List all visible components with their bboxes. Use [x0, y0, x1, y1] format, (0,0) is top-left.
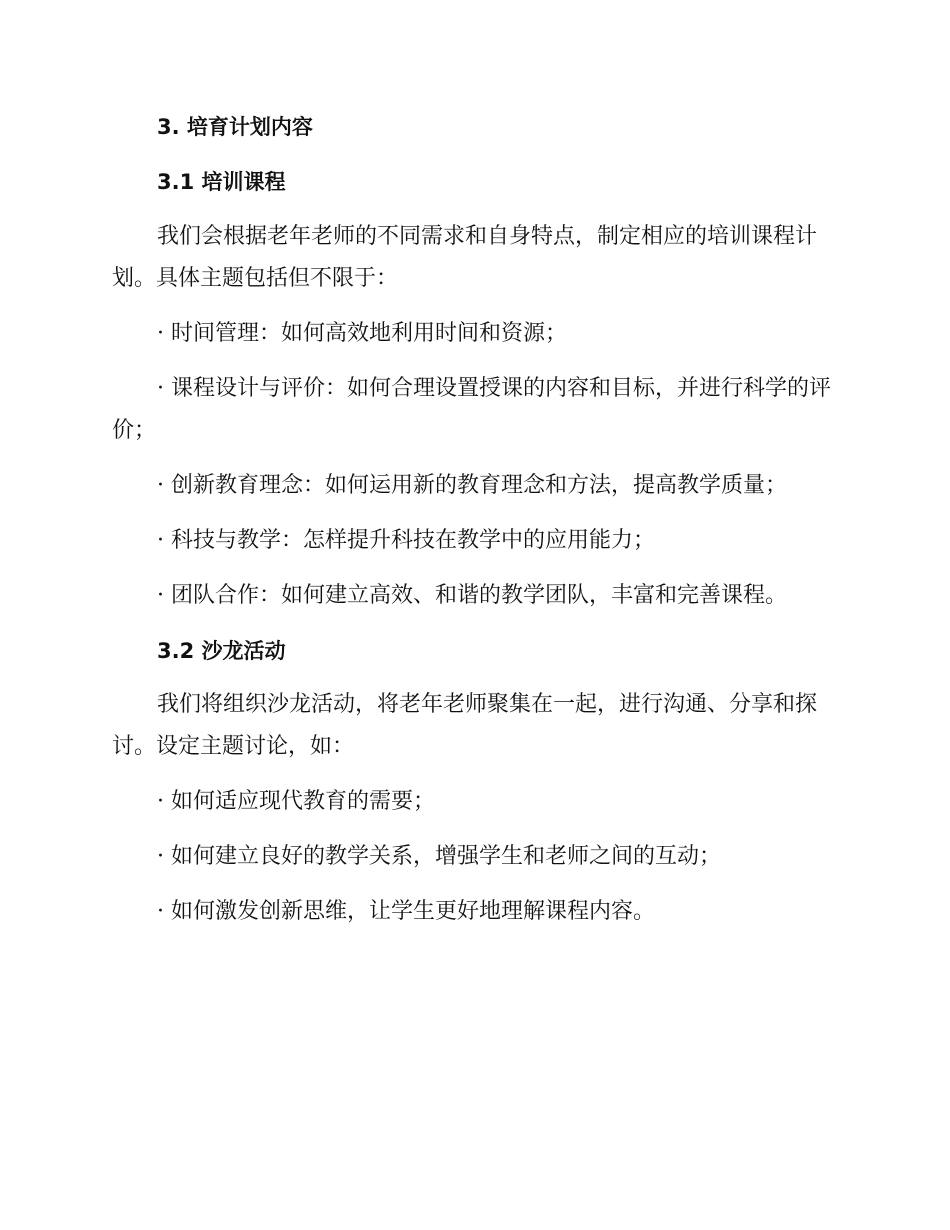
- list-item-teaching-relationship: · 如何建立良好的教学关系，增强学生和老师之间的互动；: [157, 844, 721, 869]
- section-title: 3. 培育计划内容: [157, 115, 313, 139]
- subsection-2-intro-line-1: 我们将组织沙龙活动，将老年老师聚集在一起，进行沟通、分享和探: [157, 692, 818, 717]
- list-item-time-management: · 时间管理：如何高效地利用时间和资源；: [157, 321, 567, 346]
- subsection-2-intro-line-2: 讨。设定主题讨论，如：: [112, 734, 355, 759]
- subsection-1-intro-line-2: 划。具体主题包括但不限于：: [112, 266, 399, 291]
- subsection-1-title: 3.1 培训课程: [157, 170, 286, 194]
- list-item-innovative-education: · 创新教育理念：如何运用新的教育理念和方法，提高教学质量；: [157, 473, 787, 498]
- list-item-technology-teaching: · 科技与教学：怎样提升科技在教学中的应用能力；: [157, 528, 655, 553]
- list-item-innovative-thinking: · 如何激发创新思维，让学生更好地理解课程内容。: [157, 899, 655, 924]
- list-item-modern-education: · 如何适应现代教育的需要；: [157, 789, 435, 814]
- list-item-course-design: · 课程设计与评价：如何合理设置授课的内容和目标，并进行科学的评: [157, 376, 831, 401]
- list-item-course-design-continued: 价；: [112, 418, 157, 443]
- subsection-1-intro-line-1: 我们会根据老年老师的不同需求和自身特点，制定相应的培训课程计: [157, 224, 818, 249]
- list-item-team-cooperation: · 团队合作：如何建立高效、和谐的教学团队，丰富和完善课程。: [157, 583, 787, 608]
- subsection-2-title: 3.2 沙龙活动: [157, 639, 286, 663]
